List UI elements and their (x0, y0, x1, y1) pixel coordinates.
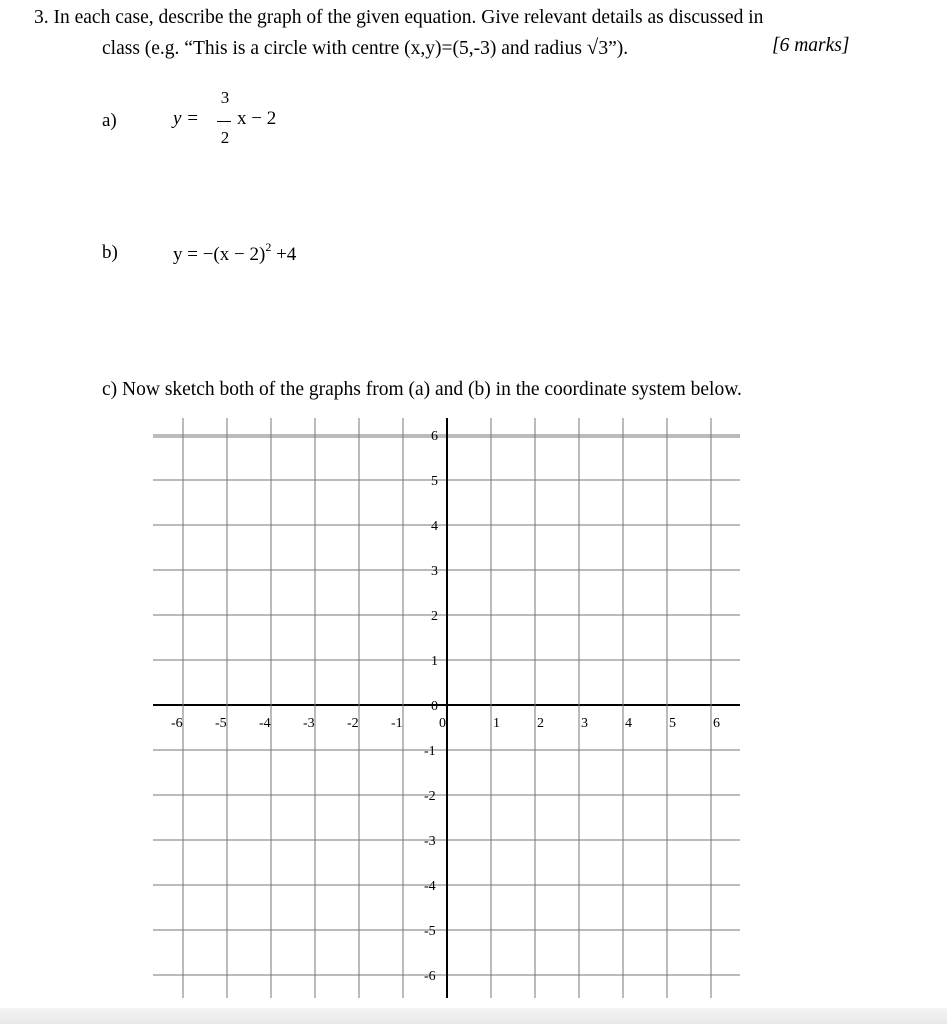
equation-a-lhs: y = (173, 108, 200, 129)
y-tick-label: 1 (431, 654, 438, 669)
equation-a-rhs: x − 2 (237, 108, 277, 129)
x-tick-label: 3 (581, 716, 588, 731)
equation-a-denominator: 2 (220, 128, 230, 147)
y-tick-label: -6 (424, 969, 436, 984)
x-tick-label: -2 (347, 716, 359, 731)
x-tick-label: 5 (669, 716, 676, 731)
equation-b-exponent: 2 (265, 240, 272, 254)
x-tick-label: -1 (391, 716, 403, 731)
y-tick-label: 6 (431, 429, 438, 444)
part-b-label: b) (102, 242, 118, 263)
x-tick-label: -6 (171, 716, 183, 731)
equation-b-tail: +4 (271, 244, 297, 265)
question-line-2-end: 3”). (598, 38, 629, 59)
question-line-2-text: class (e.g. “This is a circle with centre (x,y)=(5,-3) and radius (102, 38, 587, 59)
y-tick-label: 0 (431, 699, 438, 714)
y-tick-label: -5 (424, 924, 436, 939)
sqrt-symbol: √ (586, 35, 599, 59)
y-tick-label: 5 (431, 474, 438, 489)
x-tick-label: -4 (259, 716, 271, 731)
x-tick-label: 1 (493, 716, 500, 731)
equation-a-numerator: 3 (220, 88, 230, 107)
y-tick-label: -2 (424, 789, 436, 804)
x-tick-label: -5 (215, 716, 227, 731)
x-tick-label: 0 (439, 716, 446, 731)
x-tick-label: 4 (625, 716, 632, 731)
equation-b-base: y = −(x − 2) (173, 244, 266, 265)
y-tick-label: -4 (424, 879, 436, 894)
part-c-instruction: c) Now sketch both of the graphs from (a) and (b) in the coordinate system below. (102, 379, 742, 400)
y-tick-label: 4 (431, 519, 438, 534)
marks-label: [6 marks] (772, 35, 850, 56)
y-tick-label: 2 (431, 609, 438, 624)
page-bottom-edge (0, 1008, 947, 1024)
x-tick-label: -3 (303, 716, 315, 731)
y-tick-label: -3 (424, 834, 436, 849)
y-tick-label: 3 (431, 564, 438, 579)
x-tick-label: 6 (713, 716, 720, 731)
x-tick-label: 2 (537, 716, 544, 731)
question-line-1: 3. In each case, describe the graph of the given equation. Give relevant details as discussed in (34, 7, 764, 28)
y-tick-label: -1 (424, 744, 436, 759)
part-a-label: a) (102, 110, 117, 131)
